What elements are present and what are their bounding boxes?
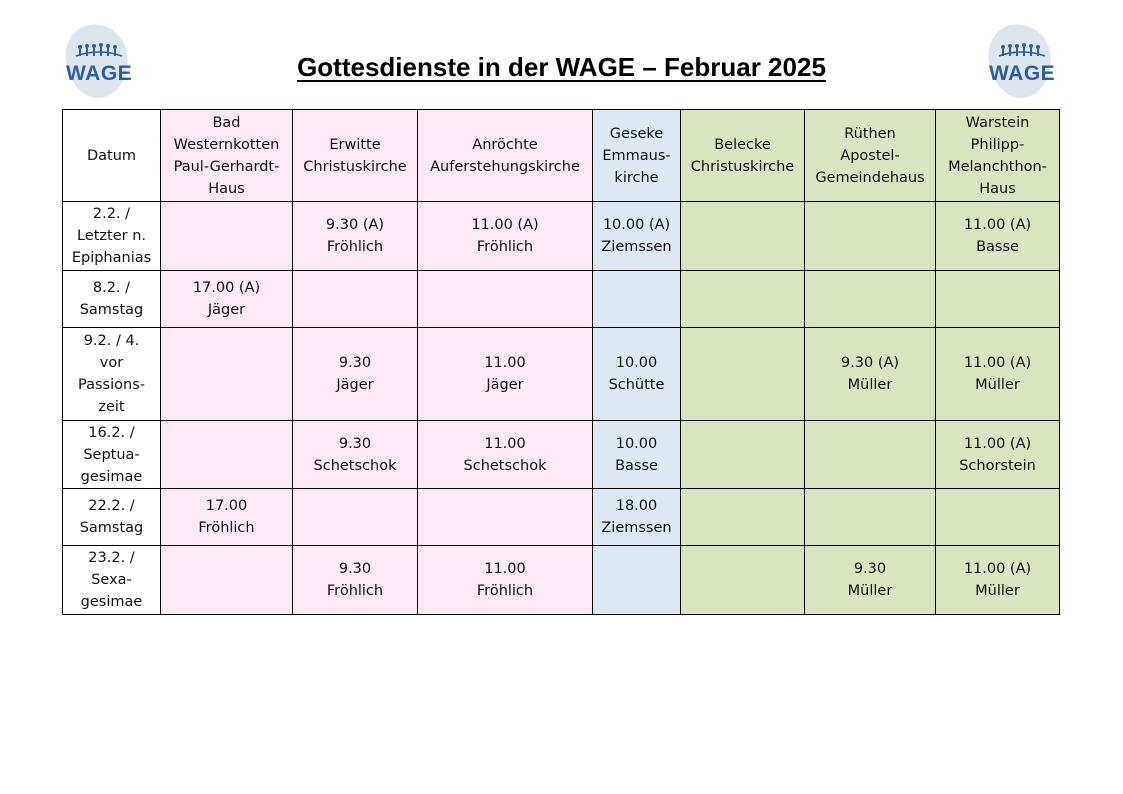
service-cell-ruethen — [805, 202, 936, 271]
date-line: 16.2. / — [88, 424, 135, 441]
service-cell-belecke — [681, 202, 805, 271]
service-time: 11.00 — [484, 435, 526, 452]
column-header-belecke — [681, 110, 805, 202]
date-line: 23.2. / — [88, 550, 135, 566]
column-header-erwitte — [293, 110, 418, 202]
service-cell-anroechte — [418, 202, 593, 271]
column-header-line: Rüthen — [844, 125, 896, 142]
column-header-line: Anröchte — [472, 136, 538, 153]
column-header-line: Melanchthon- — [948, 158, 1047, 175]
service-cell-erwitte — [293, 328, 418, 421]
column-header-line: Warstein — [965, 114, 1030, 131]
service-cell-warstein — [936, 489, 1060, 546]
service-cell-warstein — [936, 271, 1060, 328]
service-time: 11.00 (A) — [471, 217, 539, 233]
table-row — [63, 546, 1060, 615]
column-header-line: Christuskirche — [303, 158, 407, 175]
column-header-line: Geseke — [609, 125, 664, 142]
column-header-line: Apostel- — [840, 147, 900, 164]
service-pastor: Jäger — [207, 302, 246, 318]
service-pastor: Müller — [847, 583, 893, 599]
column-header-line: Bad — [212, 114, 241, 131]
date-cell — [63, 421, 161, 489]
date-line: 22.2. / — [88, 498, 135, 514]
service-cell-bad-westernkotten — [161, 202, 293, 271]
service-cell-bad-westernkotten — [161, 489, 293, 546]
date-cell — [63, 202, 161, 271]
table-row — [63, 489, 1060, 546]
service-cell-warstein — [936, 546, 1060, 615]
service-cell-bad-westernkotten — [161, 546, 293, 615]
service-cell-belecke — [681, 328, 805, 421]
service-cell-erwitte — [293, 202, 418, 271]
date-line: 8.2. / — [92, 280, 131, 296]
date-line: 9.2. / 4. — [83, 333, 140, 349]
service-cell-belecke — [681, 546, 805, 615]
column-header-line: Philipp- — [970, 136, 1025, 153]
date-line: Samstag — [79, 302, 144, 318]
column-header-warstein — [936, 110, 1060, 202]
column-header-line: kirche — [614, 169, 659, 186]
service-cell-anroechte — [418, 489, 593, 546]
column-header-line: Emmaus- — [602, 147, 671, 164]
date-cell — [63, 271, 161, 328]
column-header-ruethen — [805, 110, 936, 202]
service-cell-geseke — [593, 328, 681, 421]
service-pastor: Schütte — [608, 377, 665, 393]
service-cell-erwitte — [293, 421, 418, 489]
service-time: 11.00 (A) — [963, 217, 1032, 233]
column-header-line: Westernkotten — [173, 136, 280, 153]
service-cell-ruethen — [805, 421, 936, 489]
service-pastor: Fröhlich — [198, 520, 255, 536]
date-cell — [63, 328, 161, 421]
service-pastor: Fröhlich — [476, 239, 534, 255]
table-row — [63, 421, 1060, 489]
date-line: Passions- — [78, 377, 145, 393]
service-cell-geseke — [593, 202, 681, 271]
service-cell-bad-westernkotten — [161, 421, 293, 489]
column-header-line: Christuskirche — [690, 158, 795, 175]
service-pastor: Fröhlich — [326, 239, 384, 255]
service-cell-belecke — [681, 271, 805, 328]
table-row — [63, 202, 1060, 271]
service-pastor: Müller — [975, 377, 1020, 393]
service-schedule-table — [62, 109, 1060, 615]
service-cell-bad-westernkotten — [161, 328, 293, 421]
date-line: Septua- — [83, 446, 140, 463]
service-cell-anroechte — [418, 328, 593, 421]
service-cell-ruethen — [805, 271, 936, 328]
column-header-line: Gemeindehaus — [815, 169, 925, 186]
service-pastor: Jäger — [336, 377, 374, 393]
service-cell-anroechte — [418, 546, 593, 615]
service-cell-belecke — [681, 421, 805, 489]
service-time: 9.30 — [338, 355, 372, 371]
table-row — [63, 271, 1060, 328]
service-cell-warstein — [936, 328, 1060, 421]
service-cell-anroechte — [418, 271, 593, 328]
date-line: zeit — [98, 399, 125, 415]
service-cell-warstein — [936, 421, 1060, 489]
service-time: 11.00 (A) — [963, 561, 1032, 577]
logo-text: WAGE — [66, 62, 133, 85]
column-header-line: Auferstehungskirche — [430, 158, 580, 175]
column-header-bad-westernkotten — [161, 110, 293, 202]
date-line: Epiphanias — [71, 250, 152, 266]
service-time: 11.00 — [484, 561, 526, 577]
service-cell-ruethen — [805, 328, 936, 421]
service-pastor: Basse — [615, 457, 658, 474]
service-cell-belecke — [681, 489, 805, 546]
service-cell-geseke — [593, 546, 681, 615]
service-pastor: Müller — [847, 377, 893, 393]
service-pastor: Jäger — [486, 377, 524, 393]
service-pastor: Fröhlich — [326, 583, 384, 599]
service-cell-bad-westernkotten — [161, 271, 293, 328]
service-time: 18.00 — [615, 498, 658, 514]
date-line: gesimae — [80, 594, 143, 610]
service-pastor: Müller — [975, 583, 1020, 599]
service-cell-geseke — [593, 489, 681, 546]
table-row — [63, 328, 1060, 421]
column-header-geseke — [593, 110, 681, 202]
service-time: 9.30 (A) — [325, 217, 385, 233]
service-time: 10.00 — [615, 355, 658, 371]
service-time: 11.00 (A) — [963, 355, 1032, 371]
table-header-row — [63, 110, 1060, 202]
service-pastor: Basse — [976, 239, 1019, 255]
service-pastor: Ziemssen — [601, 239, 672, 255]
column-header-line: Paul-Gerhardt- — [173, 158, 280, 175]
service-cell-erwitte — [293, 489, 418, 546]
column-header-line: Haus — [208, 180, 245, 197]
service-time: 9.30 (A) — [840, 355, 900, 371]
service-time: 9.30 — [338, 561, 372, 577]
service-cell-erwitte — [293, 271, 418, 328]
service-cell-geseke — [593, 421, 681, 489]
service-time: 9.30 — [338, 435, 372, 452]
service-time: 11.00 — [484, 355, 526, 371]
service-time: 10.00 — [615, 435, 658, 452]
column-header-line: Haus — [979, 180, 1016, 197]
column-header-line: Belecke — [714, 136, 771, 153]
service-time: 17.00 — [205, 498, 248, 514]
service-cell-anroechte — [418, 421, 593, 489]
date-cell — [63, 489, 161, 546]
service-pastor: Schorstein — [959, 457, 1036, 474]
service-cell-ruethen — [805, 546, 936, 615]
date-cell — [63, 546, 161, 615]
date-line: Sexa- — [91, 572, 132, 588]
service-cell-erwitte — [293, 546, 418, 615]
service-time: 10.00 (A) — [602, 217, 671, 233]
column-header-line: Datum — [86, 147, 137, 164]
date-line: Letzter n. — [76, 228, 147, 244]
column-header-datum — [63, 110, 161, 202]
logo-text: WAGE — [989, 62, 1056, 85]
service-pastor: Schetschok — [313, 457, 397, 474]
date-line: vor — [99, 355, 124, 371]
column-header-line: Erwitte — [329, 136, 381, 153]
service-pastor: Schetschok — [463, 457, 547, 474]
service-cell-ruethen — [805, 489, 936, 546]
column-header-anroechte — [418, 110, 593, 202]
service-cell-geseke — [593, 271, 681, 328]
service-pastor: Fröhlich — [476, 583, 534, 599]
date-line: gesimae — [80, 468, 143, 485]
service-time: 17.00 (A) — [192, 280, 261, 296]
service-time: 9.30 — [853, 561, 887, 577]
service-pastor: Ziemssen — [601, 520, 672, 536]
date-line: Samstag — [79, 520, 144, 536]
page-title: Gottesdienste in der WAGE – Februar 2025 — [297, 52, 826, 82]
service-cell-warstein — [936, 202, 1060, 271]
service-time: 11.00 (A) — [963, 435, 1032, 452]
date-line: 2.2. / — [92, 206, 131, 222]
